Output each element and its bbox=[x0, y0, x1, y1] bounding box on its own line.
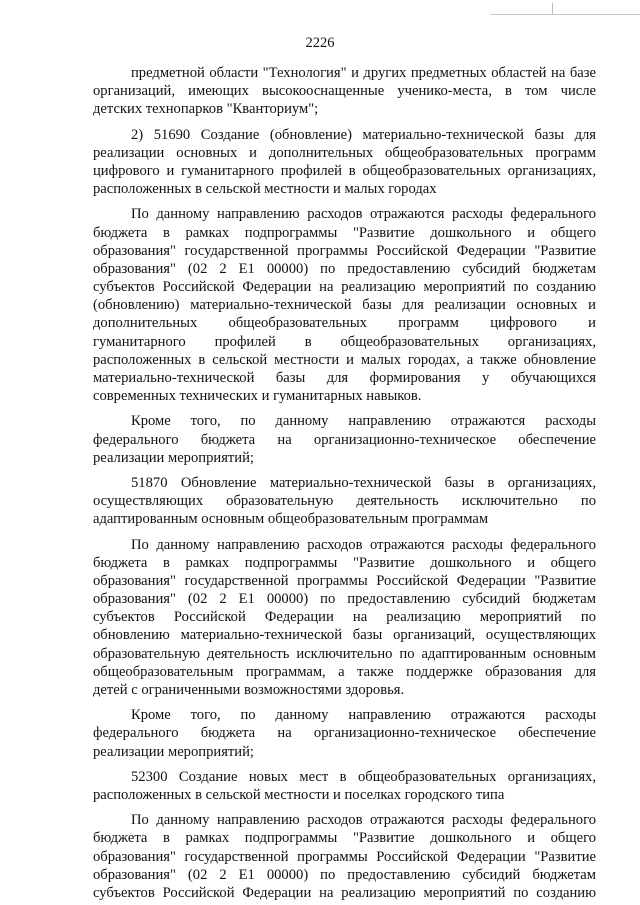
text-line: адаптированным основным общеобразовательным программам bbox=[93, 511, 489, 528]
text-line: детских технопарков "Кванториум"; bbox=[93, 101, 319, 118]
paragraph bbox=[93, 126, 596, 199]
text-line: обновлению материально-технической базы организаций, осуществляющих bbox=[93, 627, 596, 644]
paragraph-gap bbox=[93, 529, 596, 536]
text-line: гуманитарного профилей в общеобразовательных организациях, bbox=[93, 333, 596, 350]
text-line: субъектов Российской Федерации на реализацию мероприятий по bbox=[93, 609, 596, 626]
text-line: расположенных в сельской местности и малых городах, а также обновление bbox=[93, 351, 596, 368]
text-line: образования" государственной программы Российской Федерации "Развитие bbox=[93, 848, 596, 865]
paragraph bbox=[93, 706, 596, 761]
paragraph-gap bbox=[93, 467, 596, 474]
text-line: образовательную деятельность исключительно по адаптированным основным bbox=[93, 645, 596, 662]
text-line: образования" государственной программы Российской Федерации "Развитие bbox=[93, 572, 596, 589]
paragraph bbox=[93, 205, 596, 405]
text-line: дополнительных общеобразовательных программ цифрового и bbox=[93, 315, 596, 332]
paragraph-gap bbox=[93, 804, 596, 811]
text-line: образования" (02 2 Е1 00000) по предоставлению субсидий бюджетам bbox=[93, 260, 596, 277]
paragraph-gap bbox=[93, 699, 596, 706]
text-line: бюджета в рамках подпрограммы "Развитие дошкольного и общего bbox=[93, 830, 596, 847]
text-line: субъектов Российской Федерации на реализацию мероприятий по созданию bbox=[93, 884, 596, 901]
text-line: цифрового и гуманитарного профилей в общеобразовательных организациях, bbox=[93, 162, 596, 179]
text-line: 51870 Обновление материально-технической базы в организациях, bbox=[131, 474, 596, 491]
paragraph bbox=[93, 536, 596, 700]
text-line: расположенных в сельской местности и малых городах bbox=[93, 181, 437, 198]
text-line: Кроме того, по данному направлению отражаются расходы bbox=[131, 707, 596, 724]
text-line: осуществляющих образовательную деятельность исключительно по bbox=[93, 493, 596, 510]
page-number: 2226 bbox=[305, 35, 335, 51]
text-line: детей с ограниченными возможностями здоровья. bbox=[93, 682, 405, 698]
text-line: бюджета в рамках подпрограммы "Развитие дошкольного и общего bbox=[93, 554, 596, 571]
paragraph bbox=[93, 811, 596, 902]
text-line: образования" (02 2 Е1 00000) по предоставлению субсидий бюджетам bbox=[93, 591, 596, 608]
scan-corner-mark bbox=[490, 0, 640, 15]
text-line: общеобразовательным программам, а также поддержке образования для bbox=[93, 663, 596, 680]
paragraph bbox=[93, 412, 596, 467]
text-line: 52300 Создание новых мест в общеобразовательных организациях, bbox=[131, 768, 596, 785]
text-line: реализации основных и дополнительных общеобразовательных программ bbox=[93, 144, 596, 161]
text-line: Кроме того, по данному направлению отражаются расходы bbox=[131, 413, 596, 430]
text-line: По данному направлению расходов отражаются расходы федерального bbox=[131, 812, 596, 829]
text-line: федерального бюджета на организационно-техническое обеспечение bbox=[93, 431, 596, 448]
text-line: современных технических и гуманитарных навыков. bbox=[93, 388, 422, 405]
paragraph-gap bbox=[93, 405, 596, 412]
text-line: реализации мероприятий; bbox=[93, 743, 254, 760]
paragraph bbox=[93, 64, 596, 119]
text-line: предметной области "Технология" и других предметных областей на базе bbox=[131, 65, 596, 81]
text-line: образования" (02 2 Е1 00000) по предоставлению субсидий бюджетам bbox=[93, 866, 596, 883]
text-line: материально-технической базы для формирования у обучающихся bbox=[93, 370, 596, 386]
text-line: По данному направлению расходов отражаются расходы федерального bbox=[131, 536, 596, 553]
paragraph bbox=[93, 474, 596, 529]
text-line: расположенных в сельской местности и поселках городского типа bbox=[93, 786, 505, 803]
text-line: организаций, имеющих высокооснащенные ученико-места, в том числе bbox=[93, 83, 596, 100]
paragraph-gap bbox=[93, 119, 596, 126]
text-line: образования" государственной программы Российской Федерации "Развитие bbox=[93, 242, 596, 259]
document-body bbox=[93, 64, 596, 902]
text-line: бюджета в рамках подпрограммы "Развитие дошкольного и общего bbox=[93, 224, 596, 241]
paragraph-gap bbox=[93, 198, 596, 205]
text-line: По данному направлению расходов отражаются расходы федерального bbox=[131, 206, 596, 223]
paragraph-gap bbox=[93, 761, 596, 768]
text-line: субъектов Российской Федерации на реализацию мероприятий по созданию bbox=[93, 279, 596, 296]
text-line: 2) 51690 Создание (обновление) материально-технической базы для bbox=[131, 126, 596, 143]
paragraph bbox=[93, 768, 596, 804]
text-line: реализации мероприятий; bbox=[93, 449, 254, 466]
text-line: (обновлению) материально-технической базы для реализации основных и bbox=[93, 297, 596, 314]
text-line: федерального бюджета на организационно-техническое обеспечение bbox=[93, 725, 596, 742]
